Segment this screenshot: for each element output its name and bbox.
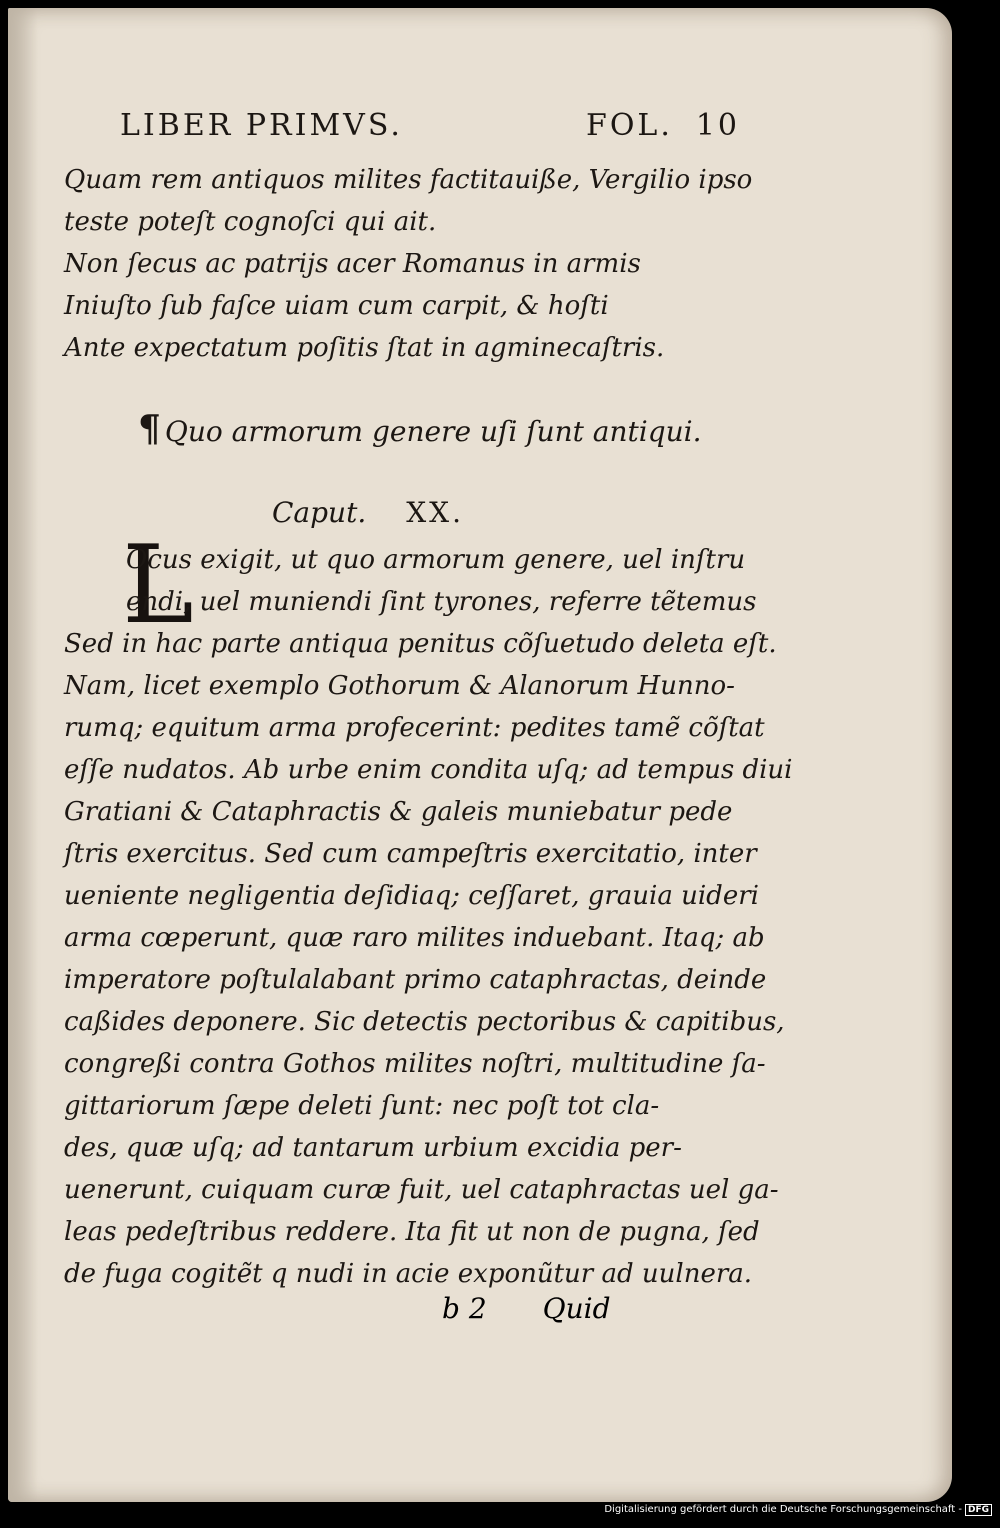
section-heading: [138, 408, 702, 450]
text-line: gittariorum ſæpe deleti ſunt: nec poſt tot cla-: [64, 1091, 660, 1121]
text-line: Ante expectatum poſitis ſtat in agminecaſtris.: [64, 333, 665, 363]
text-line: congreßi contra Gothos milites noſtri, multitudine ſa-: [64, 1049, 766, 1079]
text-line: Nam, licet exemplo Gothorum & Alanorum Hunno-: [64, 671, 735, 701]
text-line: arma cœperunt, quæ raro milites induebant. Itaq; ab: [64, 923, 765, 953]
text-line: Non ſecus ac patrijs acer Romanus in armis: [64, 249, 641, 279]
text-line: caßides deponere. Sic detectis pectoribus & capitibus,: [64, 1007, 785, 1037]
text-line: uenerunt, cuiquam curæ fuit, uel cataphractas uel ga-: [64, 1175, 779, 1205]
folio-number: 10: [695, 108, 740, 143]
text-line: Iniuſto ſub faſce uiam cum carpit, & hoſti: [64, 291, 609, 321]
drop-cap: L: [122, 523, 194, 648]
text-line: Sed in hac parte antiqua penitus cõſuetudo deleta eſt.: [64, 629, 777, 659]
chapter-title: [272, 496, 464, 529]
book-page: [8, 8, 952, 1502]
signature-mark: b 2: [442, 1292, 487, 1325]
text-line: eſſe nudatos. Ab urbe enim condita uſq; ad tempus diui: [64, 755, 793, 785]
folio-label: FOL.: [586, 108, 673, 143]
text-line: rumq; equitum arma profecerint: pedites tamẽ cõſtat: [64, 713, 765, 743]
chapter-number: XX.: [406, 496, 465, 529]
text-line: Gratiani & Cataphractis & galeis muniebatur pede: [64, 797, 733, 827]
page-gutter-shadow: [8, 8, 38, 1502]
funding-text: Digitalisierung gefördert durch die Deutsche Forschungsgemeinschaft -: [604, 1504, 962, 1515]
text-line: ueniente negligentia deſidiaq; ceſſaret, grauia uideri: [64, 881, 759, 911]
chapter-word: Caput.: [272, 496, 367, 529]
running-title: LIBER PRIMVS.: [120, 108, 403, 143]
text-line: ſtris exercitus. Sed cum campeſtris exercitatio, inter: [64, 839, 757, 869]
catchword: Quid: [542, 1292, 611, 1325]
text-line: des, quæ uſq; ad tantarum urbium excidia per-: [64, 1133, 682, 1163]
running-header: [120, 108, 760, 152]
text-line: imperatore poſtulalabant primo cataphractas, deinde: [64, 965, 767, 995]
section-heading-text: Quo armorum genere uſi ſunt antiqui.: [164, 415, 702, 448]
funding-footer: [604, 1504, 992, 1516]
text-line: Quam rem antiquos milites factitauiße, Vergilio ipso: [64, 165, 753, 195]
catchword-line: [442, 1292, 611, 1325]
text-line: Ocus exigit, ut quo armorum genere, uel inſtru: [126, 545, 746, 575]
text-line: leas pedeſtribus reddere. Ita fit ut non de pugna, ſed: [64, 1217, 760, 1247]
text-line: teste poteſt cognoſci qui ait.: [64, 207, 437, 237]
text-line: de fuga cogitẽt q nudi in acie exponũtur ad uulnera.: [64, 1259, 753, 1289]
pilcrow-icon: ¶: [138, 408, 161, 450]
dfg-logo-icon: DFG: [965, 1504, 992, 1516]
text-line: endi, uel muniendi ſint tyrones, referre tẽtemus: [126, 587, 757, 617]
